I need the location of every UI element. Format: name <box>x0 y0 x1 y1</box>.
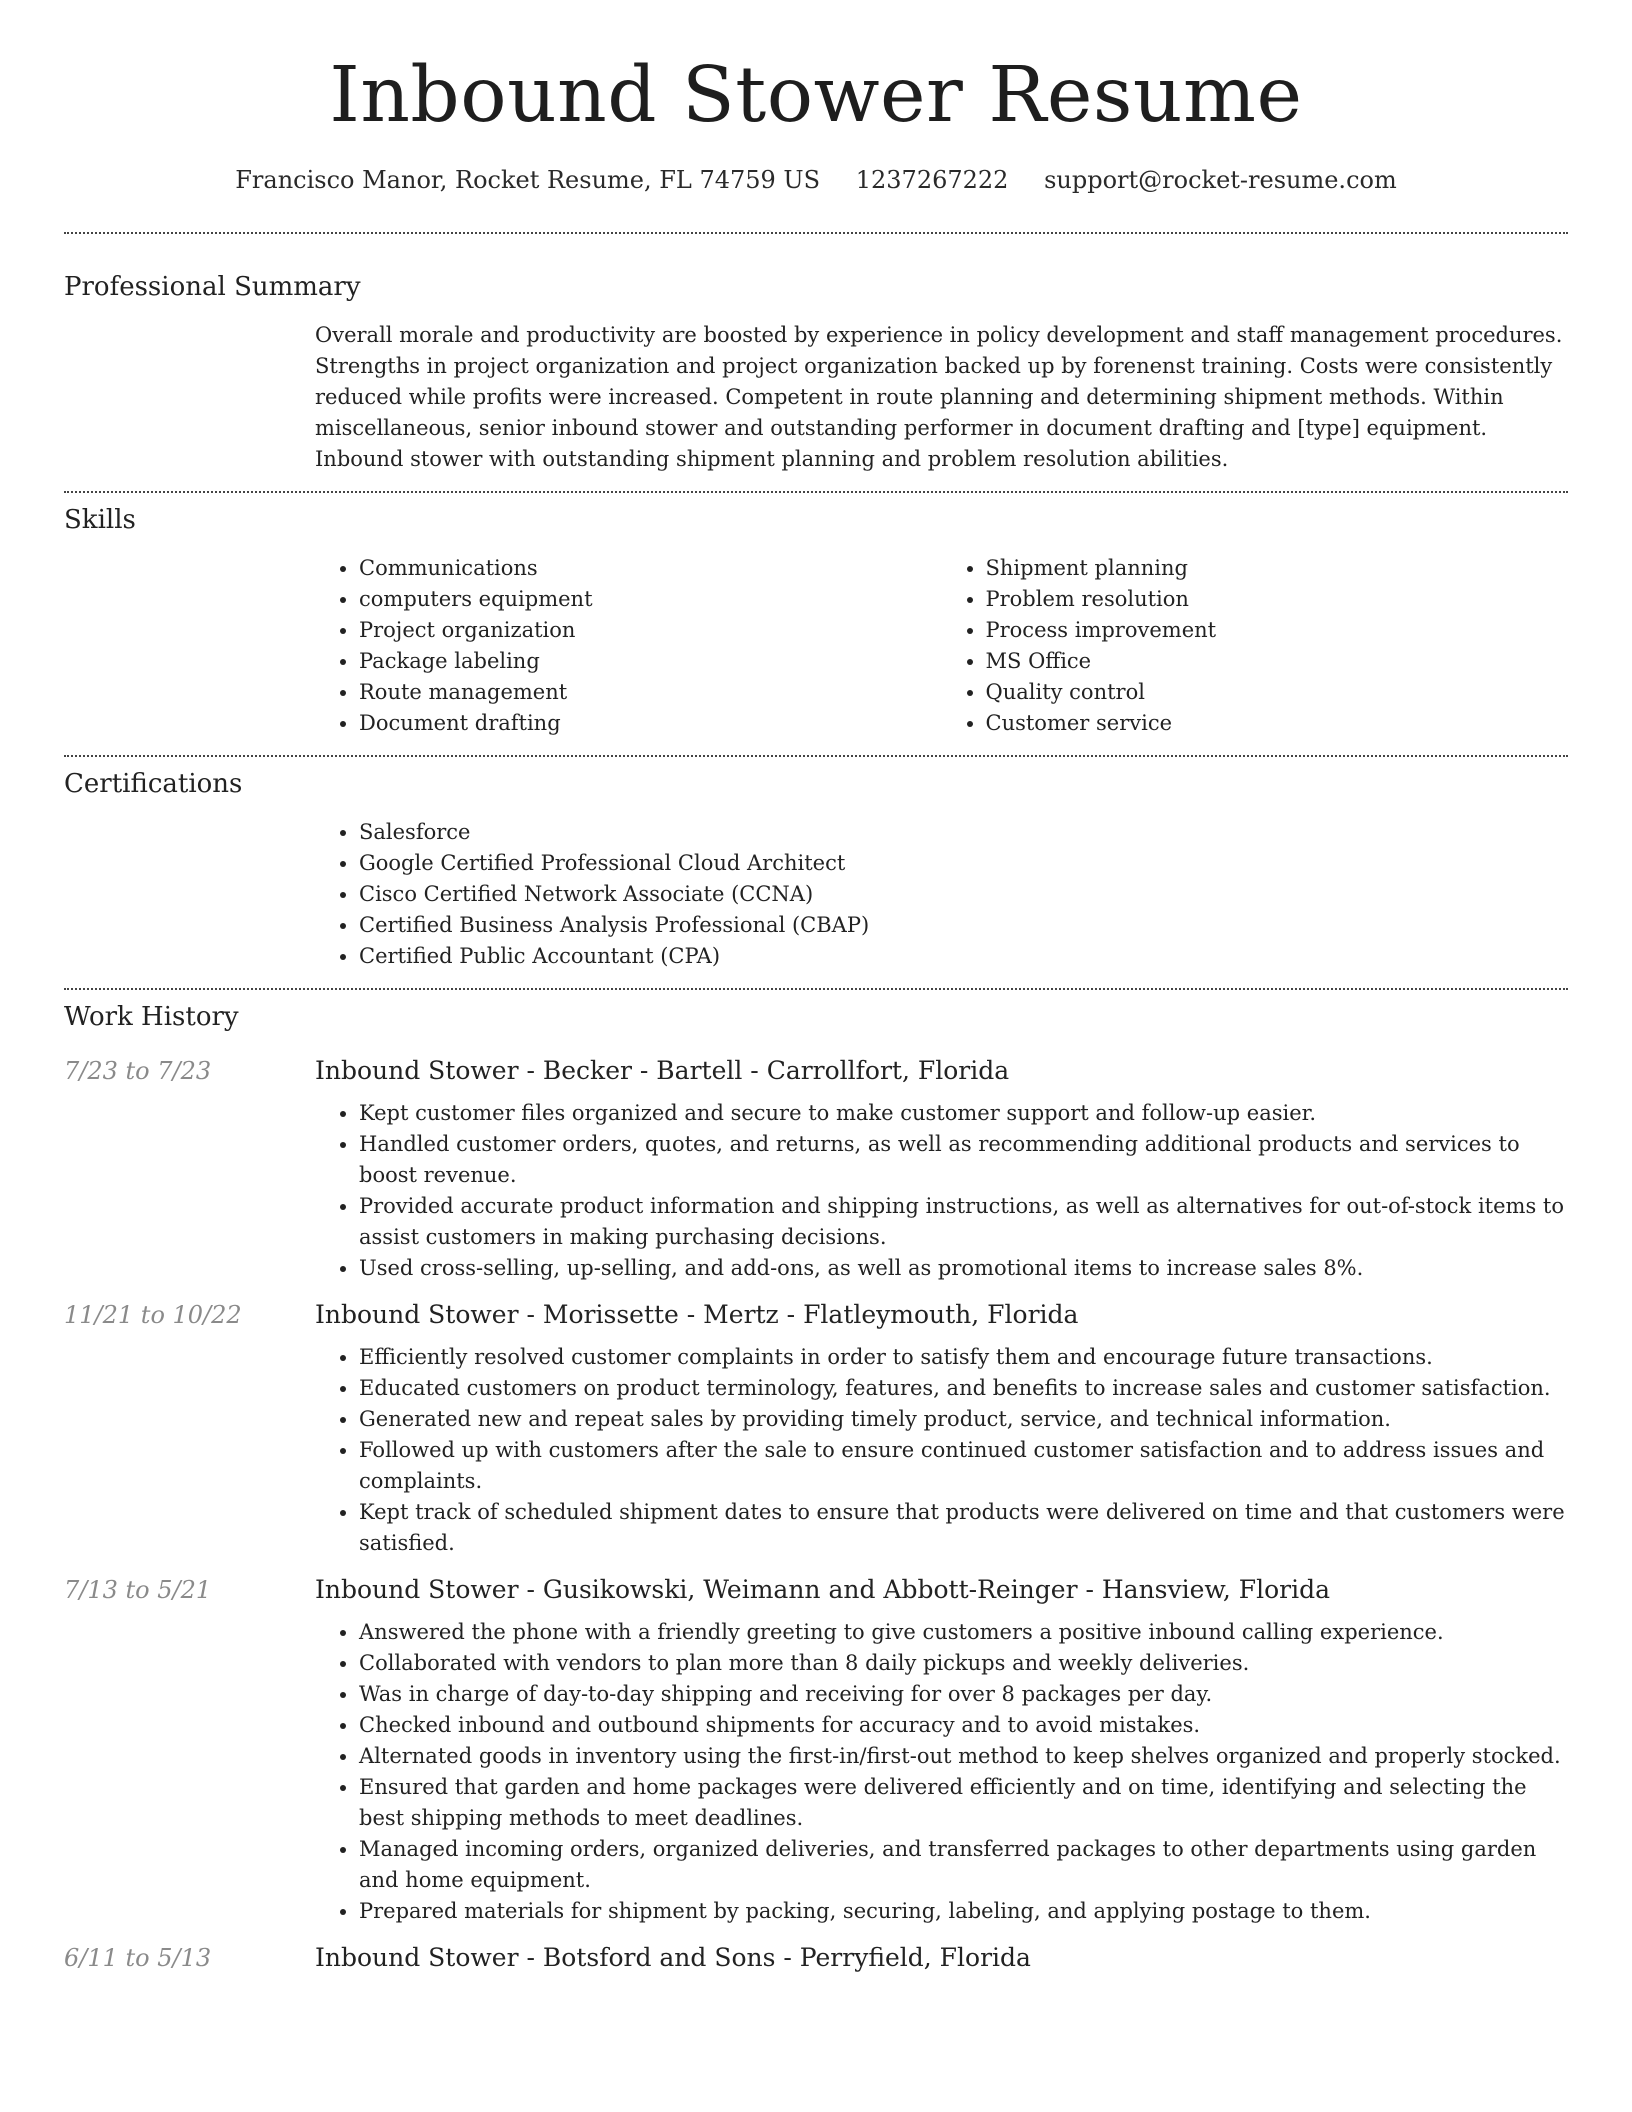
job-title: Inbound Stower - Morissette - Mertz - Flatleymouth, Florida <box>315 1300 1079 1330</box>
skills-list-right <box>942 553 1569 739</box>
summary-heading: Professional Summary <box>64 272 361 303</box>
certification-item: • Google Certified Professional Cloud Architect <box>359 848 1568 879</box>
job-duty-item: • Prepared materials for shipment by packing, securing, labeling, and applying postage to them. <box>359 1896 1568 1927</box>
skill-item: • Package labeling <box>359 646 942 677</box>
resume-title: Inbound Stower Resume <box>329 51 1303 140</box>
summary-text: Overall morale and productivity are boosted by experience in policy development and staff management procedures. Strengths in project organization and project organization backed up by forenenst training. Costs were consistently reduced while profits were increased. Competent in route planning and determining shipment methods. Within miscellaneous, senior inbound stower and outstanding performer in document drafting and [type] equipment. Inbound stower with outstanding shipment planning and problem resolution abilities. <box>315 323 1563 472</box>
skills-section <box>64 503 1568 739</box>
job-duty-item: • Checked inbound and outbound shipments for accuracy and to avoid mistakes. <box>359 1710 1568 1741</box>
certification-item: • Cisco Certified Network Associate (CCNA) <box>359 879 1568 910</box>
section-divider <box>64 491 1568 493</box>
skills-grid <box>315 553 1568 739</box>
skill-item: • Process improvement <box>986 615 1569 646</box>
job-title: Inbound Stower - Botsford and Sons - Perryfield, Florida <box>315 1943 1031 1973</box>
job-duty-item: • Provided accurate product information and shipping instructions, as well as alternatives for out-of-stock items to assist customers in making purchasing decisions. <box>359 1191 1568 1253</box>
certifications-heading: Certifications <box>64 769 243 800</box>
contact-line <box>64 164 1568 196</box>
skill-item: • MS Office <box>986 646 1569 677</box>
resume-header <box>64 0 1568 196</box>
certifications-list <box>315 817 1568 972</box>
job-duty-item: • Collaborated with vendors to plan more than 8 daily pickups and weekly deliveries. <box>359 1648 1568 1679</box>
job-duty-item: • Kept track of scheduled shipment dates to ensure that products were delivered on time and that customers were satisfied. <box>359 1497 1568 1559</box>
job-dates: 11/21 to 10/22 <box>64 1301 242 1330</box>
job-duty-item: • Answered the phone with a friendly greeting to give customers a positive inbound calling experience. <box>359 1617 1568 1648</box>
skill-item: • Document drafting <box>359 708 942 739</box>
job-dates: 6/11 to 5/13 <box>64 1944 212 1973</box>
certification-item: • Salesforce <box>359 817 1568 848</box>
skill-item: • Communications <box>359 553 942 584</box>
resume-page <box>64 0 1568 1985</box>
skill-item: • Problem resolution <box>986 584 1569 615</box>
job-duty-item: • Kept customer files organized and secure to make customer support and follow-up easier. <box>359 1098 1568 1129</box>
certification-item: • Certified Public Accountant (CPA) <box>359 941 1568 972</box>
job-title: Inbound Stower - Gusikowski, Weimann and Abbott-Reinger - Hansview, Florida <box>315 1575 1331 1605</box>
job-duty-item: • Alternated goods in inventory using the first-in/first-out method to keep shelves organized and properly stocked. <box>359 1741 1568 1772</box>
skills-list-left <box>315 553 942 739</box>
certifications-section <box>64 767 1568 972</box>
section-divider <box>64 232 1568 234</box>
job-dates: 7/13 to 5/21 <box>64 1576 212 1605</box>
job-duties <box>315 1098 1568 1284</box>
job-dates: 7/23 to 7/23 <box>64 1057 212 1086</box>
job-entry <box>64 1941 1568 1985</box>
skills-heading: Skills <box>64 505 136 536</box>
job-duties <box>315 1617 1568 1927</box>
contact-address: Francisco Manor, Rocket Resume, FL 74759 US <box>235 166 821 195</box>
skill-item: • Customer service <box>986 708 1569 739</box>
job-title: Inbound Stower - Becker - Bartell - Carrollfort, Florida <box>315 1056 1010 1086</box>
work-history-section <box>64 1000 1568 1985</box>
job-duties <box>315 1342 1568 1559</box>
job-duty-item: • Was in charge of day-to-day shipping and receiving for over 8 packages per day. <box>359 1679 1568 1710</box>
summary-section <box>64 270 1568 475</box>
job-duty-item: • Efficiently resolved customer complaints in order to satisfy them and encourage future transactions. <box>359 1342 1568 1373</box>
skill-item: • Shipment planning <box>986 553 1569 584</box>
job-entry <box>64 1573 1568 1927</box>
section-divider <box>64 755 1568 757</box>
certification-item: • Certified Business Analysis Professional (CBAP) <box>359 910 1568 941</box>
job-entry <box>64 1298 1568 1559</box>
contact-phone: 1237267222 <box>855 166 1009 195</box>
job-duty-item: • Generated new and repeat sales by providing timely product, service, and technical information. <box>359 1404 1568 1435</box>
contact-email: support@rocket-resume.com <box>1044 166 1397 195</box>
job-duty-item: • Used cross-selling, up-selling, and add-ons, as well as promotional items to increase sales 8%. <box>359 1253 1568 1284</box>
job-entry <box>64 1054 1568 1284</box>
job-duty-item: • Followed up with customers after the sale to ensure continued customer satisfaction and to address issues and complaints. <box>359 1435 1568 1497</box>
job-duty-item: • Educated customers on product terminology, features, and benefits to increase sales and customer satisfaction. <box>359 1373 1568 1404</box>
skill-item: • Project organization <box>359 615 942 646</box>
skill-item: • Quality control <box>986 677 1569 708</box>
work-history-heading: Work History <box>64 1002 239 1033</box>
job-duty-item: • Handled customer orders, quotes, and returns, as well as recommending additional products and services to boost revenue. <box>359 1129 1568 1191</box>
job-duty-item: • Managed incoming orders, organized deliveries, and transferred packages to other departments using garden and home equipment. <box>359 1834 1568 1896</box>
skill-item: • computers equipment <box>359 584 942 615</box>
section-divider <box>64 988 1568 990</box>
skill-item: • Route management <box>359 677 942 708</box>
job-duty-item: • Ensured that garden and home packages were delivered efficiently and on time, identifying and selecting the best shipping methods to meet deadlines. <box>359 1772 1568 1834</box>
